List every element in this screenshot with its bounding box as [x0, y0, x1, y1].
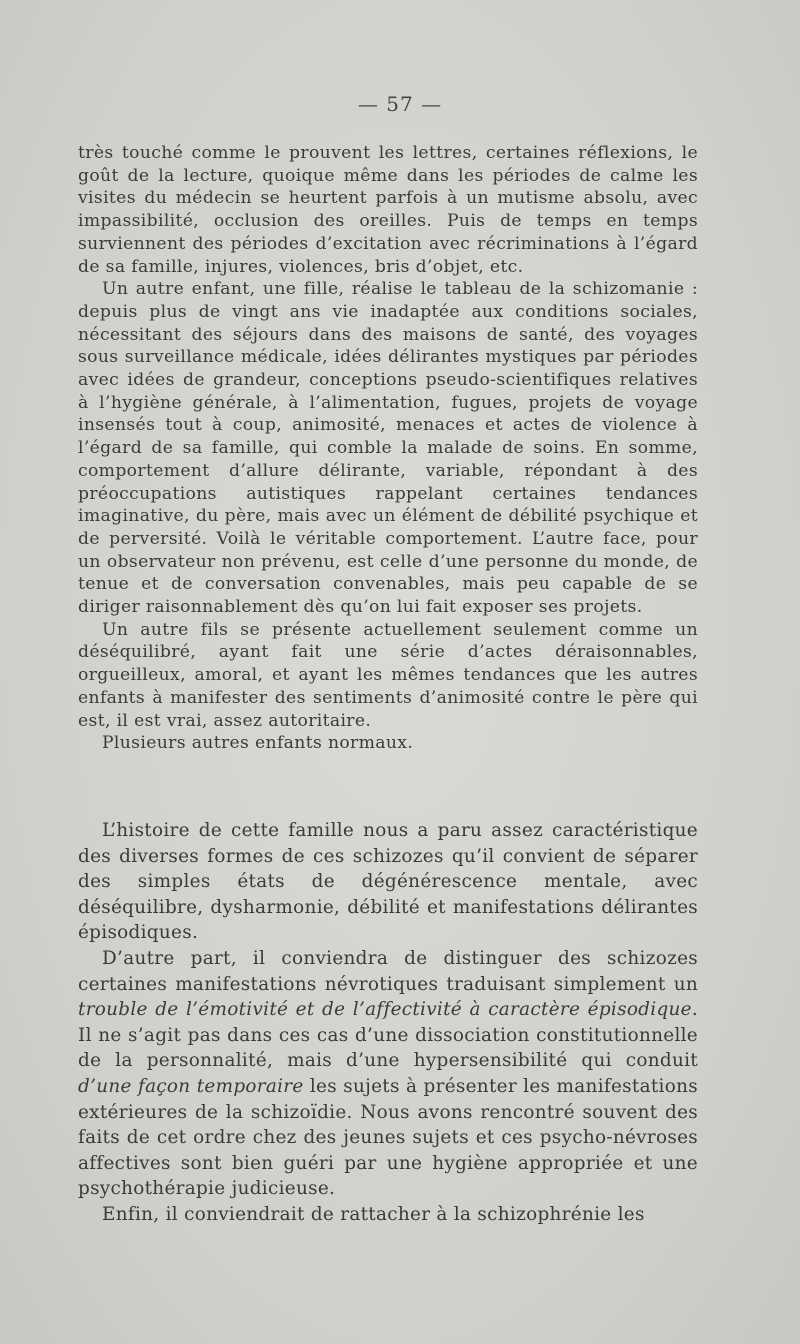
text-run: . Il ne s’agit pas dans ces cas d’une dissociation constitutionnelle de la personnalité, mais d’une hypersensibilité qui conduit: [78, 999, 698, 1072]
italic-phrase: d’une façon temporaire: [78, 1075, 304, 1097]
paragraph: Enfin, il conviendrait de rattacher à la schizophrénie les: [102, 1203, 645, 1225]
italic-phrase: trouble de l’émotivité et de l’affectivité à caractère épisodique: [78, 999, 692, 1021]
paragraph: Un autre fils se présente actuellement seulement comme un déséquilibré, ayant fait une série d’actes déraisonnables, orgueilleux, amoral, et ayant les mêmes tendances que les autres enfants à manifester des sentiments d’animosité contre le père qui est, il est vrai, assez autoritaire.: [78, 619, 698, 731]
paragraph: Un autre enfant, une fille, réalise le tableau de la schizomanie : depuis plus de vingt ans vie inadaptée aux conditions sociales, nécessitant des séjours dans des maisons de santé, des voyages sous surveillance médicale, idées délirantes mystiques par périodes avec idées de grandeur, conceptions pseudo-scientifiques relatives à l’hygiène générale, à l’alimentation, fugues, projets de voyage insensés tout à coup, animosité, menaces et actes de violence à l’égard de sa famille, qui comble la malade de soins. En somme, comportement d’allure délirante, variable, répondant à des préoccupations autistiques rappelant certaines tendances imaginative, du père, mais avec un élément de débilité psychique et de perversité. Voilà le véritable comportement. L’autre face, pour un observateur non prévenu, est celle d’une personne du monde, de tenue et de conversation convenables, mais peu capable de se diriger raisonnablement dès qu’on lui fait exposer ses projets.: [78, 279, 698, 618]
discussion-section: [78, 818, 698, 1228]
text-run: les sujets à présenter les manifestations extérieures de la schizoïdie. Nous avons rencontré souvent des faits de cet ordre chez des jeunes sujets et ces psycho-névroses affectives sont bien guéri par une hygiène appropriée et une psychothérapie judicieuse.: [78, 1075, 698, 1200]
paragraph: [78, 946, 698, 1202]
paragraph: L’histoire de cette famille nous a paru assez caractéristique des diverses formes de ces schizozes qu’il convient de séparer des simples états de dégénérescence mentale, avec déséquilibre, dysharmonie, débilité et manifestations délirantes épisodiques.: [78, 820, 698, 944]
text-run: D’autre part, il conviendra de distinguer des schizozes certaines manifestations névrotiques traduisant simplement un: [78, 947, 698, 995]
paragraph: Plusieurs autres enfants normaux.: [102, 733, 414, 754]
case-notes-section: [78, 142, 698, 755]
paragraph: très touché comme le prouvent les lettres, certaines réflexions, le goût de la lecture, quoique même dans les périodes de calme les visites du médecin se heurtent parfois à un mutisme absolu, avec impassibilité, occlusion des oreilles. Puis de temps en temps surviennent des périodes d’excitation avec récriminations à l’égard de sa famille, injures, violences, bris d’objet, etc.: [78, 143, 698, 277]
page-number: — 57 —: [357, 92, 443, 116]
